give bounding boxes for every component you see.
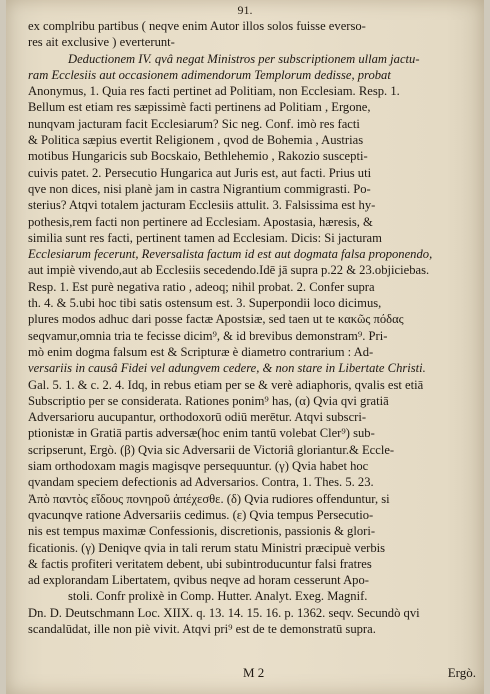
text-line <box>28 360 478 376</box>
catchword: Ergò. <box>447 665 476 680</box>
text-line: ad explorandam Libertatem, qvibus neqve ad horam cesserunt Apo- <box>28 573 369 588</box>
text-line: sterius? Atqvi totalem jacturam Ecclesiis attulit. 3. Falsissima est hy- <box>28 198 376 213</box>
text-line: nis est tempus maximæ Confessionis, discretionis, passionis & glori- <box>28 524 376 539</box>
text-line <box>28 51 478 67</box>
text-line: stoli. Confr prolixè in Comp. Hutter. Analyt. Exeg. Magnif. <box>68 589 368 604</box>
text-line-content: Deductionem IV. qvâ negat Ministros per subscriptionem ullam jactu- <box>68 51 420 66</box>
page-number: 91. <box>237 3 253 17</box>
text-line: Gal. 5. 1. & c. 2. 4. Idq, in rebus etiam per se & verè adiaphoris, qvalis est etiā <box>28 377 424 392</box>
text-line: Resp. 1. Est purè negativa ratio , adeoq; nihil probat. 2. Confer supra <box>28 279 375 294</box>
text-line: qvacunqve ratione Adversariis cedimus. (ε) Qvia tempus Persecutio- <box>28 507 374 522</box>
text-line: pothesis,rem facti non pertinere ad Ecclesiam. Apostasia, hæresis, & <box>28 214 373 229</box>
text-line: Anonymus, 1. Quia res facti pertinet ad Politiam, non Ecclesiam. Resp. 1. <box>28 84 400 99</box>
text-line: & factis profiteri veritatem debent, ubi subintroducuntur falsi fratres <box>28 556 372 571</box>
text-line: plures modos adhuc dari posse factæ Apostsiæ, sed taen ut te κακῶς πόδας <box>28 312 404 327</box>
text-line <box>28 246 478 262</box>
text-line: scandalūdat, ille non piè vivit. Atqvi pri⁹ est de te demonstratū supra. <box>28 621 376 636</box>
text-line: ex complribu partibus ( neqve enim Autor illos solos fuisse everso- <box>28 19 366 33</box>
page-footer <box>28 665 478 683</box>
text-line: res ait exclusive ) everterunt- <box>28 35 175 50</box>
text-line-content: Ecclesiarum fecerunt, Reversalista factum id est aut dogmata falsa proponendo, <box>28 247 433 262</box>
text-line: similia sunt res facti, pertinent tamen ad Ecclesiam. Dicis: Si jacturam <box>28 230 382 245</box>
text-line <box>28 67 478 83</box>
text-line: Ἀπὸ παντὸς εἴδους πονηροῦ ἀπέχεσθε. (δ) Qvia rudiores offenduntur, si <box>28 491 390 506</box>
text-line: ficationis. (γ) Deniqve qvia in tali rerum statu Ministri præcipuè verbis <box>28 540 386 555</box>
text-line: siam orthodoxam magis magisqve persequuntur. (γ) Qvia habet hoc <box>28 459 369 474</box>
text-line: qvandam speciem defectionis ad Adversarios. Contra, 1. Thes. 5. 23. <box>28 475 374 490</box>
book-page <box>6 0 484 694</box>
text-line: aut impiè vivendo,aut ab Ecclesiis secedendo.Idē jā supra p.22 & 23.objiciebas. <box>28 263 430 278</box>
text-line: cuivis patet. 2. Persecutio Hungarica aut Juris est, aut facti. Prius uti <box>28 165 372 180</box>
signature-mark: M 2 <box>243 665 265 680</box>
text-line: Subscriptio per se considerata. Rationes ponim⁹ has, (α) Qvia qvi gratiā <box>28 393 389 408</box>
text-line: mò enim dogma falsum est & Scripturæ è diametro contrarium : Ad- <box>28 344 374 359</box>
text-line: Bellum est etiam res sæpissimè facti pertinens ad Politiam , Ergone, <box>28 100 371 115</box>
body-text <box>28 18 478 637</box>
text-line: ptionistæ in Gratiā partis adversæ(hoc enim tantū volebat Cler⁹) sub- <box>28 426 375 441</box>
text-line: Adversarioru aucupantur, orthodoxorū odiū merētur. Atqvi subscri- <box>28 410 367 425</box>
text-line: Dn. D. Deutschmann Loc. XIIX. q. 13. 14. 15. 16. p. 1362. seqv. Secundò qvi <box>28 605 420 620</box>
text-line: qve non dices, nisi planè jam in castra Nigrantium commigrasti. Po- <box>28 181 371 196</box>
text-line: th. 4. & 5.ubi hoc tibi satis ostensum est. 3. Superpondii loco dicimus, <box>28 296 382 311</box>
text-line: scripserunt, Ergò. (β) Qvia sic Adversarii de Victoriâ gloriantur.& Eccle- <box>28 442 395 457</box>
text-line-content: ram Ecclesiis aut occasionem adimendorum Templorum dedisse, probat <box>28 67 391 82</box>
text-line: nunqvam jacturam facit Ecclesiarum? Sic neg. Conf. imò res facti <box>28 116 360 131</box>
text-line: motibus Hungaricis sub Bocskaio, Bethlehemio , Rakozio suscepti- <box>28 149 368 164</box>
text-line: seqvamur,omnia tria te fecisse dicim⁹, & id brevibus demonstram⁹. Pri- <box>28 328 388 343</box>
text-line-content: versariis in causâ Fidei vel adungvem cedere, & non stare in Libertate Christi. <box>28 361 426 376</box>
text-line: & Politica sæpius evertit Religionem , qvod de Bohemia , Austrias <box>28 133 364 148</box>
